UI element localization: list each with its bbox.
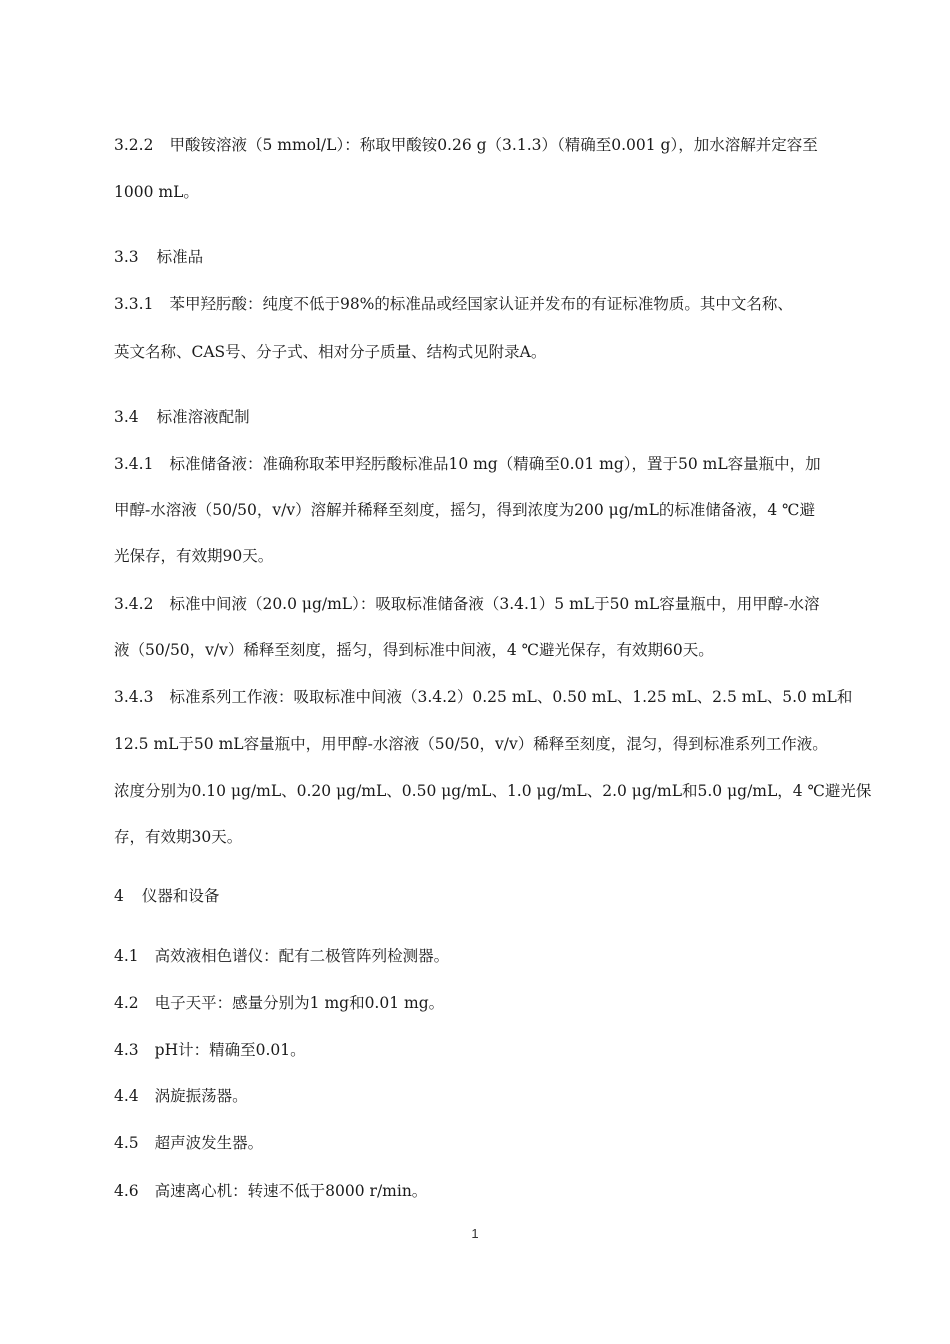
clause-number: 3.3.1 [114,295,154,313]
clause-text: 超声波发生器。 [154,1134,264,1152]
clause-3-4-2-line-1 [114,593,838,615]
clause-text: pH计：精确至0.01。 [154,1041,306,1059]
section-number: 3.3 [114,248,139,266]
clause-3-4-1-line-1 [114,453,838,475]
clause-3-4-3-line-3 [114,780,872,802]
clause-3-2-2-line-2 [114,181,838,203]
section-3-4-heading [114,406,838,428]
clause-text: 电子天平：感量分别为1 mg和0.01 mg。 [154,994,445,1012]
clause-text: 苯甲羟肟酸：纯度不低于98%的标准品或经国家认证并发布的有证标准物质。其中文名称、 [169,295,793,313]
clause-3-3-1-line-2 [114,341,838,363]
clause-3-4-2-line-2 [114,639,838,661]
clause-text: 浓度分别为0.10 μg/mL、0.20 μg/mL、0.50 μg/mL、1.0 μg/mL、2.0 μg/mL和5.0 μg/mL，4 ℃避光保 [114,782,872,800]
clause-4-4 [114,1085,838,1107]
clause-number: 4.3 [114,1041,139,1059]
section-title: 标准品 [156,248,204,266]
section-title: 标准溶液配制 [156,408,250,426]
clause-text: 涡旋振荡器。 [154,1087,248,1105]
section-title: 仪器和设备 [141,887,220,905]
clause-number: 3.2.2 [114,136,154,154]
clause-3-4-1-line-3 [114,545,838,567]
section-3-3-heading [114,246,838,268]
clause-3-4-3-line-2 [114,733,838,755]
clause-number: 3.4.2 [114,595,154,613]
clause-number: 3.4.3 [114,688,154,706]
clause-4-2 [114,992,838,1014]
clause-text: 1000 mL。 [114,183,199,201]
clause-number: 4.6 [114,1182,139,1200]
clause-text: 英文名称、CAS号、分子式、相对分子质量、结构式见附录A。 [114,343,547,361]
clause-3-2-2-line-1 [114,134,838,156]
clause-3-3-1-line-1 [114,293,838,315]
clause-text: 高效液相色谱仪：配有二极管阵列检测器。 [154,947,450,965]
clause-4-1 [114,945,838,967]
clause-text: 光保存，有效期90天。 [114,547,274,565]
clause-text: 甲酸铵溶液（5 mmol/L）：称取甲酸铵0.26 g（3.1.3）（精确至0.001 g），加水溶解并定容至 [169,136,818,154]
clause-text: 液（50/50，v/v）稀释至刻度，摇匀，得到标准中间液，4 ℃避光保存，有效期60天。 [114,641,714,659]
section-4-heading [114,885,838,907]
clause-text: 标准中间液（20.0 μg/mL）：吸取标准储备液（3.4.1）5 mL于50 mL容量瓶中，用甲醇-水溶 [169,595,820,613]
clause-text: 甲醇-水溶液（50/50，v/v）溶解并稀释至刻度，摇匀，得到浓度为200 μg/mL的标准储备液，4 ℃避 [114,501,815,519]
clause-3-4-1-line-2 [114,499,838,521]
clause-text: 12.5 mL于50 mL容量瓶中，用甲醇-水溶液（50/50，v/v）稀释至刻度，混匀，得到标准系列工作液。 [114,735,828,753]
section-number: 4 [114,887,124,905]
clause-number: 3.4.1 [114,455,154,473]
page-number: 1 [471,1226,479,1241]
clause-text: 存，有效期30天。 [114,828,243,846]
clause-4-3 [114,1039,838,1061]
clause-number: 4.2 [114,994,139,1012]
clause-number: 4.1 [114,947,139,965]
clause-3-4-3-line-1 [114,686,853,708]
clause-text: 标准系列工作液：吸取标准中间液（3.4.2）0.25 mL、0.50 mL、1.25 mL、2.5 mL、5.0 mL和 [169,688,853,706]
clause-3-4-3-line-4 [114,826,838,848]
clause-number: 4.4 [114,1087,139,1105]
clause-4-6 [114,1180,838,1202]
clause-4-5 [114,1132,838,1154]
clause-text: 标准储备液：准确称取苯甲羟肟酸标准品10 mg（精确至0.01 mg），置于50 mL容量瓶中，加 [169,455,821,473]
clause-text: 高速离心机：转速不低于8000 r/min。 [154,1182,428,1200]
clause-number: 4.5 [114,1134,139,1152]
section-number: 3.4 [114,408,139,426]
